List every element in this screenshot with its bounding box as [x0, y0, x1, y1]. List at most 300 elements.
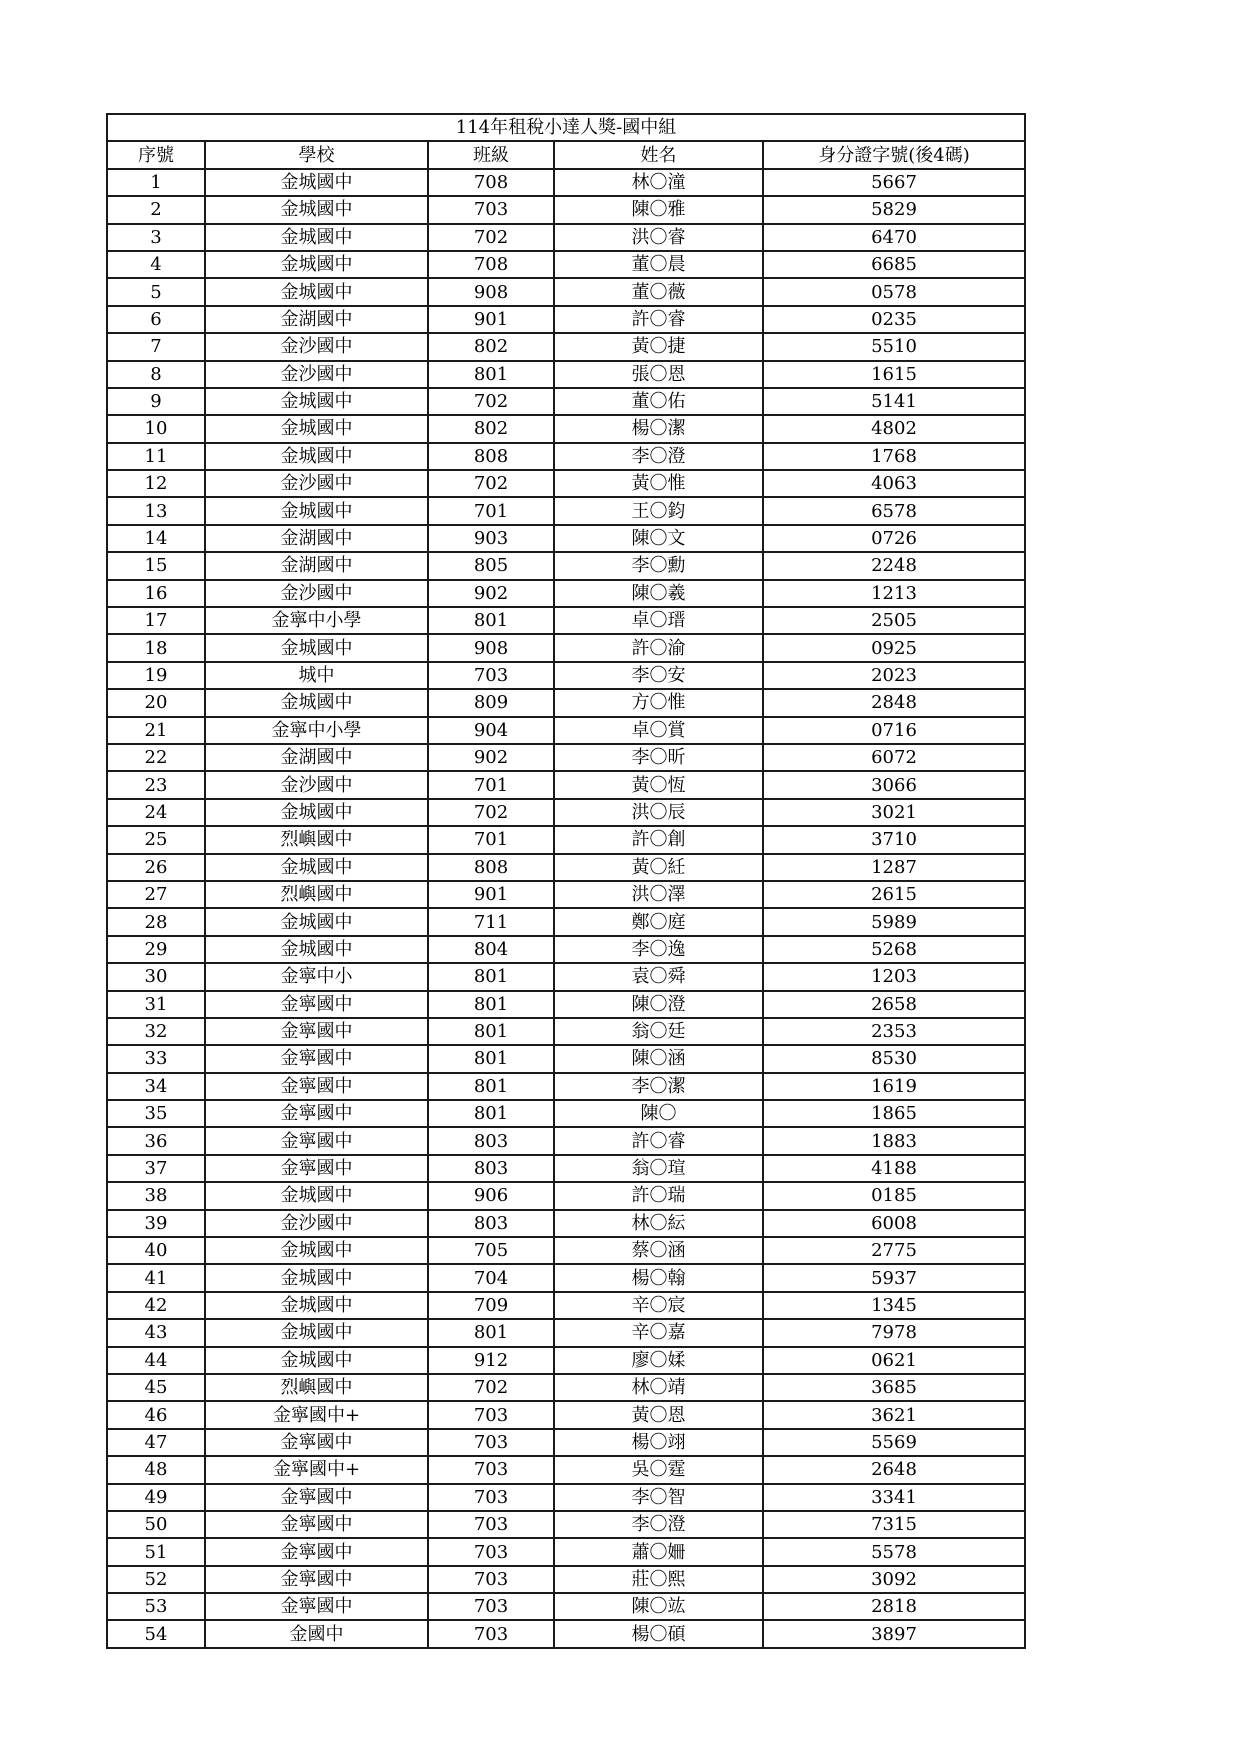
cell-id: 1619	[763, 1073, 1025, 1100]
cell-seq: 2	[107, 196, 205, 223]
cell-id: 2615	[763, 881, 1025, 908]
table-row	[107, 497, 1025, 524]
cell-id: 1345	[763, 1292, 1025, 1319]
cell-seq: 50	[107, 1511, 205, 1538]
cell-id: 8530	[763, 1045, 1025, 1072]
cell-seq: 47	[107, 1429, 205, 1456]
table-row	[107, 1429, 1025, 1456]
cell-school: 金城國中	[205, 936, 428, 963]
table-row	[107, 771, 1025, 798]
cell-class: 801	[428, 361, 554, 388]
cell-seq: 19	[107, 662, 205, 689]
cell-school: 烈嶼國中	[205, 881, 428, 908]
cell-school: 金城國中	[205, 1319, 428, 1346]
cell-class: 802	[428, 415, 554, 442]
cell-id: 3341	[763, 1484, 1025, 1511]
cell-school: 金寧國中	[205, 1073, 428, 1100]
cell-seq: 53	[107, 1593, 205, 1620]
cell-class: 709	[428, 1292, 554, 1319]
cell-name: 李〇澄	[554, 1511, 763, 1538]
cell-seq: 49	[107, 1484, 205, 1511]
cell-class: 804	[428, 936, 554, 963]
cell-seq: 48	[107, 1456, 205, 1483]
table-row	[107, 1620, 1025, 1647]
cell-school: 金沙國中	[205, 361, 428, 388]
cell-school: 金寧國中	[205, 1100, 428, 1127]
cell-class: 908	[428, 634, 554, 661]
cell-name: 黃〇惟	[554, 470, 763, 497]
cell-school: 金城國中	[205, 799, 428, 826]
cell-id: 6685	[763, 251, 1025, 278]
cell-name: 李〇昕	[554, 744, 763, 771]
cell-school: 金寧國中	[205, 1484, 428, 1511]
cell-name: 卓〇瑨	[554, 607, 763, 634]
cell-school: 金城國中	[205, 278, 428, 305]
cell-name: 黃〇恆	[554, 771, 763, 798]
cell-school: 金城國中	[205, 908, 428, 935]
cell-name: 陳〇竑	[554, 1593, 763, 1620]
cell-class: 702	[428, 224, 554, 251]
cell-seq: 30	[107, 963, 205, 990]
cell-school: 金湖國中	[205, 744, 428, 771]
table-row	[107, 607, 1025, 634]
cell-id: 4063	[763, 470, 1025, 497]
cell-seq: 43	[107, 1319, 205, 1346]
cell-class: 808	[428, 443, 554, 470]
cell-id: 1865	[763, 1100, 1025, 1127]
cell-name: 李〇智	[554, 1484, 763, 1511]
cell-id: 5989	[763, 908, 1025, 935]
cell-class: 809	[428, 689, 554, 716]
cell-id: 0235	[763, 306, 1025, 333]
table-row	[107, 826, 1025, 853]
cell-class: 702	[428, 388, 554, 415]
cell-class: 701	[428, 771, 554, 798]
cell-name: 鄭〇庭	[554, 908, 763, 935]
cell-name: 洪〇辰	[554, 799, 763, 826]
table-row	[107, 1045, 1025, 1072]
table-row	[107, 1264, 1025, 1291]
column-header-class: 班級	[428, 141, 554, 168]
table-row	[107, 854, 1025, 881]
cell-name: 袁〇舜	[554, 963, 763, 990]
cell-class: 902	[428, 580, 554, 607]
table-row	[107, 1127, 1025, 1154]
cell-id: 3092	[763, 1566, 1025, 1593]
cell-seq: 51	[107, 1538, 205, 1565]
table-row	[107, 1100, 1025, 1127]
table-row	[107, 1347, 1025, 1374]
cell-seq: 3	[107, 224, 205, 251]
cell-school: 金寧中小	[205, 963, 428, 990]
cell-class: 904	[428, 717, 554, 744]
table-row	[107, 169, 1025, 196]
cell-id: 1287	[763, 854, 1025, 881]
cell-seq: 13	[107, 497, 205, 524]
cell-class: 801	[428, 1319, 554, 1346]
table-row	[107, 936, 1025, 963]
cell-school: 金沙國中	[205, 470, 428, 497]
cell-seq: 23	[107, 771, 205, 798]
cell-class: 906	[428, 1182, 554, 1209]
cell-id: 6578	[763, 497, 1025, 524]
table-row	[107, 251, 1025, 278]
cell-school: 金寧國中	[205, 1127, 428, 1154]
cell-school: 金城國中	[205, 388, 428, 415]
cell-name: 翁〇瑄	[554, 1155, 763, 1182]
cell-class: 901	[428, 881, 554, 908]
cell-class: 803	[428, 1155, 554, 1182]
cell-school: 金城國中	[205, 196, 428, 223]
table-row	[107, 552, 1025, 579]
column-header-seq: 序號	[107, 141, 205, 168]
cell-seq: 25	[107, 826, 205, 853]
cell-name: 蕭〇姍	[554, 1538, 763, 1565]
table-row	[107, 908, 1025, 935]
cell-id: 5578	[763, 1538, 1025, 1565]
cell-seq: 44	[107, 1347, 205, 1374]
table-row	[107, 1374, 1025, 1401]
cell-id: 5569	[763, 1429, 1025, 1456]
cell-id: 4188	[763, 1155, 1025, 1182]
cell-id: 3021	[763, 799, 1025, 826]
cell-seq: 31	[107, 991, 205, 1018]
cell-id: 2848	[763, 689, 1025, 716]
cell-id: 5141	[763, 388, 1025, 415]
cell-seq: 39	[107, 1210, 205, 1237]
cell-name: 卓〇賞	[554, 717, 763, 744]
cell-id: 4802	[763, 415, 1025, 442]
cell-id: 5937	[763, 1264, 1025, 1291]
cell-school: 城中	[205, 662, 428, 689]
cell-class: 802	[428, 333, 554, 360]
cell-class: 703	[428, 1538, 554, 1565]
cell-id: 2658	[763, 991, 1025, 1018]
cell-name: 陳〇涵	[554, 1045, 763, 1072]
cell-name: 黃〇恩	[554, 1401, 763, 1428]
cell-id: 2648	[763, 1456, 1025, 1483]
cell-school: 金國中	[205, 1620, 428, 1647]
cell-id: 6008	[763, 1210, 1025, 1237]
cell-id: 1213	[763, 580, 1025, 607]
cell-name: 洪〇澤	[554, 881, 763, 908]
table-row	[107, 443, 1025, 470]
cell-name: 黃〇捷	[554, 333, 763, 360]
cell-class: 801	[428, 607, 554, 634]
cell-seq: 28	[107, 908, 205, 935]
cell-id: 0716	[763, 717, 1025, 744]
cell-id: 6072	[763, 744, 1025, 771]
cell-name: 楊〇翰	[554, 1264, 763, 1291]
cell-school: 金城國中	[205, 1182, 428, 1209]
table-row	[107, 580, 1025, 607]
cell-seq: 24	[107, 799, 205, 826]
cell-school: 金城國中	[205, 1237, 428, 1264]
cell-seq: 21	[107, 717, 205, 744]
cell-name: 李〇潔	[554, 1073, 763, 1100]
cell-id: 3897	[763, 1620, 1025, 1647]
cell-id: 0925	[763, 634, 1025, 661]
cell-school: 金寧國中	[205, 1511, 428, 1538]
cell-name: 楊〇翊	[554, 1429, 763, 1456]
cell-name: 莊〇熙	[554, 1566, 763, 1593]
cell-school: 金城國中	[205, 1347, 428, 1374]
cell-class: 703	[428, 1593, 554, 1620]
cell-id: 5268	[763, 936, 1025, 963]
cell-class: 703	[428, 1566, 554, 1593]
table-row	[107, 1073, 1025, 1100]
cell-id: 7315	[763, 1511, 1025, 1538]
cell-school: 金寧中小學	[205, 607, 428, 634]
cell-class: 704	[428, 1264, 554, 1291]
cell-name: 許〇睿	[554, 306, 763, 333]
cell-name: 辛〇嘉	[554, 1319, 763, 1346]
cell-id: 1883	[763, 1127, 1025, 1154]
table-row	[107, 963, 1025, 990]
cell-name: 許〇創	[554, 826, 763, 853]
cell-id: 7978	[763, 1319, 1025, 1346]
cell-school: 烈嶼國中	[205, 826, 428, 853]
cell-seq: 11	[107, 443, 205, 470]
cell-name: 林〇紜	[554, 1210, 763, 1237]
cell-name: 洪〇睿	[554, 224, 763, 251]
cell-seq: 46	[107, 1401, 205, 1428]
cell-school: 金寧國中	[205, 1018, 428, 1045]
cell-name: 辛〇宸	[554, 1292, 763, 1319]
cell-seq: 52	[107, 1566, 205, 1593]
cell-name: 吳〇霆	[554, 1456, 763, 1483]
cell-class: 703	[428, 196, 554, 223]
cell-school: 金寧國中	[205, 1566, 428, 1593]
sheet-title: 114年租稅小達人獎-國中組	[107, 114, 1025, 141]
cell-name: 李〇逸	[554, 936, 763, 963]
cell-class: 703	[428, 1429, 554, 1456]
cell-school: 金寧國中	[205, 1155, 428, 1182]
table-row	[107, 388, 1025, 415]
table-row	[107, 470, 1025, 497]
cell-seq: 16	[107, 580, 205, 607]
cell-class: 703	[428, 662, 554, 689]
cell-name: 李〇澄	[554, 443, 763, 470]
cell-id: 1615	[763, 361, 1025, 388]
cell-name: 楊〇碩	[554, 1620, 763, 1647]
cell-school: 金湖國中	[205, 552, 428, 579]
cell-school: 金城國中	[205, 497, 428, 524]
cell-id: 5667	[763, 169, 1025, 196]
table-row	[107, 1484, 1025, 1511]
cell-seq: 36	[107, 1127, 205, 1154]
cell-school: 金城國中	[205, 224, 428, 251]
table-row	[107, 306, 1025, 333]
cell-class: 711	[428, 908, 554, 935]
cell-id: 0621	[763, 1347, 1025, 1374]
cell-id: 2818	[763, 1593, 1025, 1620]
cell-id: 0185	[763, 1182, 1025, 1209]
cell-seq: 41	[107, 1264, 205, 1291]
cell-seq: 12	[107, 470, 205, 497]
cell-seq: 42	[107, 1292, 205, 1319]
table-row	[107, 361, 1025, 388]
cell-class: 801	[428, 1045, 554, 1072]
cell-school: 金城國中	[205, 634, 428, 661]
cell-class: 703	[428, 1484, 554, 1511]
cell-school: 金城國中	[205, 1264, 428, 1291]
cell-id: 0578	[763, 278, 1025, 305]
cell-school: 金城國中	[205, 854, 428, 881]
cell-seq: 32	[107, 1018, 205, 1045]
cell-name: 黃〇紝	[554, 854, 763, 881]
table-row	[107, 881, 1025, 908]
table-row	[107, 196, 1025, 223]
cell-school: 金城國中	[205, 1292, 428, 1319]
table-row	[107, 799, 1025, 826]
cell-seq: 8	[107, 361, 205, 388]
cell-school: 金寧中小學	[205, 717, 428, 744]
cell-class: 901	[428, 306, 554, 333]
cell-seq: 5	[107, 278, 205, 305]
cell-seq: 38	[107, 1182, 205, 1209]
cell-seq: 4	[107, 251, 205, 278]
cell-id: 1203	[763, 963, 1025, 990]
cell-seq: 34	[107, 1073, 205, 1100]
cell-school: 金城國中	[205, 689, 428, 716]
column-header-school: 學校	[205, 141, 428, 168]
cell-class: 701	[428, 497, 554, 524]
table-row	[107, 1018, 1025, 1045]
cell-class: 912	[428, 1347, 554, 1374]
cell-id: 3621	[763, 1401, 1025, 1428]
cell-class: 908	[428, 278, 554, 305]
cell-name: 林〇靖	[554, 1374, 763, 1401]
table-row	[107, 333, 1025, 360]
cell-id: 3066	[763, 771, 1025, 798]
cell-seq: 1	[107, 169, 205, 196]
cell-seq: 33	[107, 1045, 205, 1072]
column-header-row	[107, 141, 1025, 168]
table-row	[107, 1456, 1025, 1483]
cell-name: 陳〇羲	[554, 580, 763, 607]
cell-school: 金沙國中	[205, 1210, 428, 1237]
cell-class: 801	[428, 1073, 554, 1100]
cell-id: 2023	[763, 662, 1025, 689]
table-row	[107, 744, 1025, 771]
cell-school: 金城國中	[205, 169, 428, 196]
cell-id: 2775	[763, 1237, 1025, 1264]
table-row	[107, 634, 1025, 661]
cell-school: 金湖國中	[205, 525, 428, 552]
table-row	[107, 278, 1025, 305]
table-row	[107, 662, 1025, 689]
cell-class: 801	[428, 1100, 554, 1127]
award-list-table	[106, 113, 1026, 1649]
table-body	[107, 169, 1025, 1648]
cell-seq: 15	[107, 552, 205, 579]
cell-class: 803	[428, 1210, 554, 1237]
cell-class: 801	[428, 991, 554, 1018]
cell-class: 801	[428, 1018, 554, 1045]
cell-class: 702	[428, 799, 554, 826]
cell-name: 陳〇	[554, 1100, 763, 1127]
cell-id: 3685	[763, 1374, 1025, 1401]
cell-class: 701	[428, 826, 554, 853]
cell-class: 801	[428, 963, 554, 990]
cell-school: 金沙國中	[205, 771, 428, 798]
cell-name: 李〇勳	[554, 552, 763, 579]
table-row	[107, 1319, 1025, 1346]
cell-school: 金寧國中	[205, 1593, 428, 1620]
cell-seq: 40	[107, 1237, 205, 1264]
cell-id: 2248	[763, 552, 1025, 579]
cell-school: 金沙國中	[205, 580, 428, 607]
cell-id: 1768	[763, 443, 1025, 470]
cell-name: 李〇安	[554, 662, 763, 689]
cell-name: 楊〇潔	[554, 415, 763, 442]
title-row	[107, 114, 1025, 141]
table-row	[107, 1538, 1025, 1565]
cell-name: 許〇睿	[554, 1127, 763, 1154]
table-row	[107, 1237, 1025, 1264]
cell-seq: 17	[107, 607, 205, 634]
cell-class: 702	[428, 470, 554, 497]
cell-seq: 6	[107, 306, 205, 333]
cell-name: 王〇鈞	[554, 497, 763, 524]
cell-name: 董〇佑	[554, 388, 763, 415]
cell-seq: 37	[107, 1155, 205, 1182]
cell-seq: 14	[107, 525, 205, 552]
table-row	[107, 991, 1025, 1018]
cell-class: 902	[428, 744, 554, 771]
cell-name: 方〇惟	[554, 689, 763, 716]
cell-school: 金寧國中+	[205, 1456, 428, 1483]
cell-seq: 18	[107, 634, 205, 661]
cell-name: 廖〇媃	[554, 1347, 763, 1374]
cell-seq: 20	[107, 689, 205, 716]
cell-school: 金城國中	[205, 443, 428, 470]
cell-id: 3710	[763, 826, 1025, 853]
cell-class: 703	[428, 1456, 554, 1483]
column-header-id: 身分證字號(後4碼)	[763, 141, 1025, 168]
table-row	[107, 224, 1025, 251]
cell-class: 703	[428, 1401, 554, 1428]
table-row	[107, 1593, 1025, 1620]
table-row	[107, 717, 1025, 744]
cell-seq: 26	[107, 854, 205, 881]
cell-school: 金寧國中	[205, 991, 428, 1018]
cell-school: 金城國中	[205, 251, 428, 278]
cell-seq: 22	[107, 744, 205, 771]
table-header	[107, 114, 1025, 169]
table-row	[107, 1292, 1025, 1319]
cell-class: 703	[428, 1511, 554, 1538]
cell-seq: 54	[107, 1620, 205, 1647]
table-row	[107, 1210, 1025, 1237]
cell-school: 金湖國中	[205, 306, 428, 333]
cell-class: 708	[428, 169, 554, 196]
cell-school: 金寧國中+	[205, 1401, 428, 1428]
cell-class: 805	[428, 552, 554, 579]
table-row	[107, 1401, 1025, 1428]
cell-name: 董〇薇	[554, 278, 763, 305]
cell-id: 5829	[763, 196, 1025, 223]
cell-seq: 35	[107, 1100, 205, 1127]
cell-id: 2505	[763, 607, 1025, 634]
cell-class: 705	[428, 1237, 554, 1264]
table-row	[107, 1155, 1025, 1182]
cell-name: 林〇潼	[554, 169, 763, 196]
cell-name: 陳〇文	[554, 525, 763, 552]
cell-name: 許〇渝	[554, 634, 763, 661]
cell-name: 蔡〇涵	[554, 1237, 763, 1264]
